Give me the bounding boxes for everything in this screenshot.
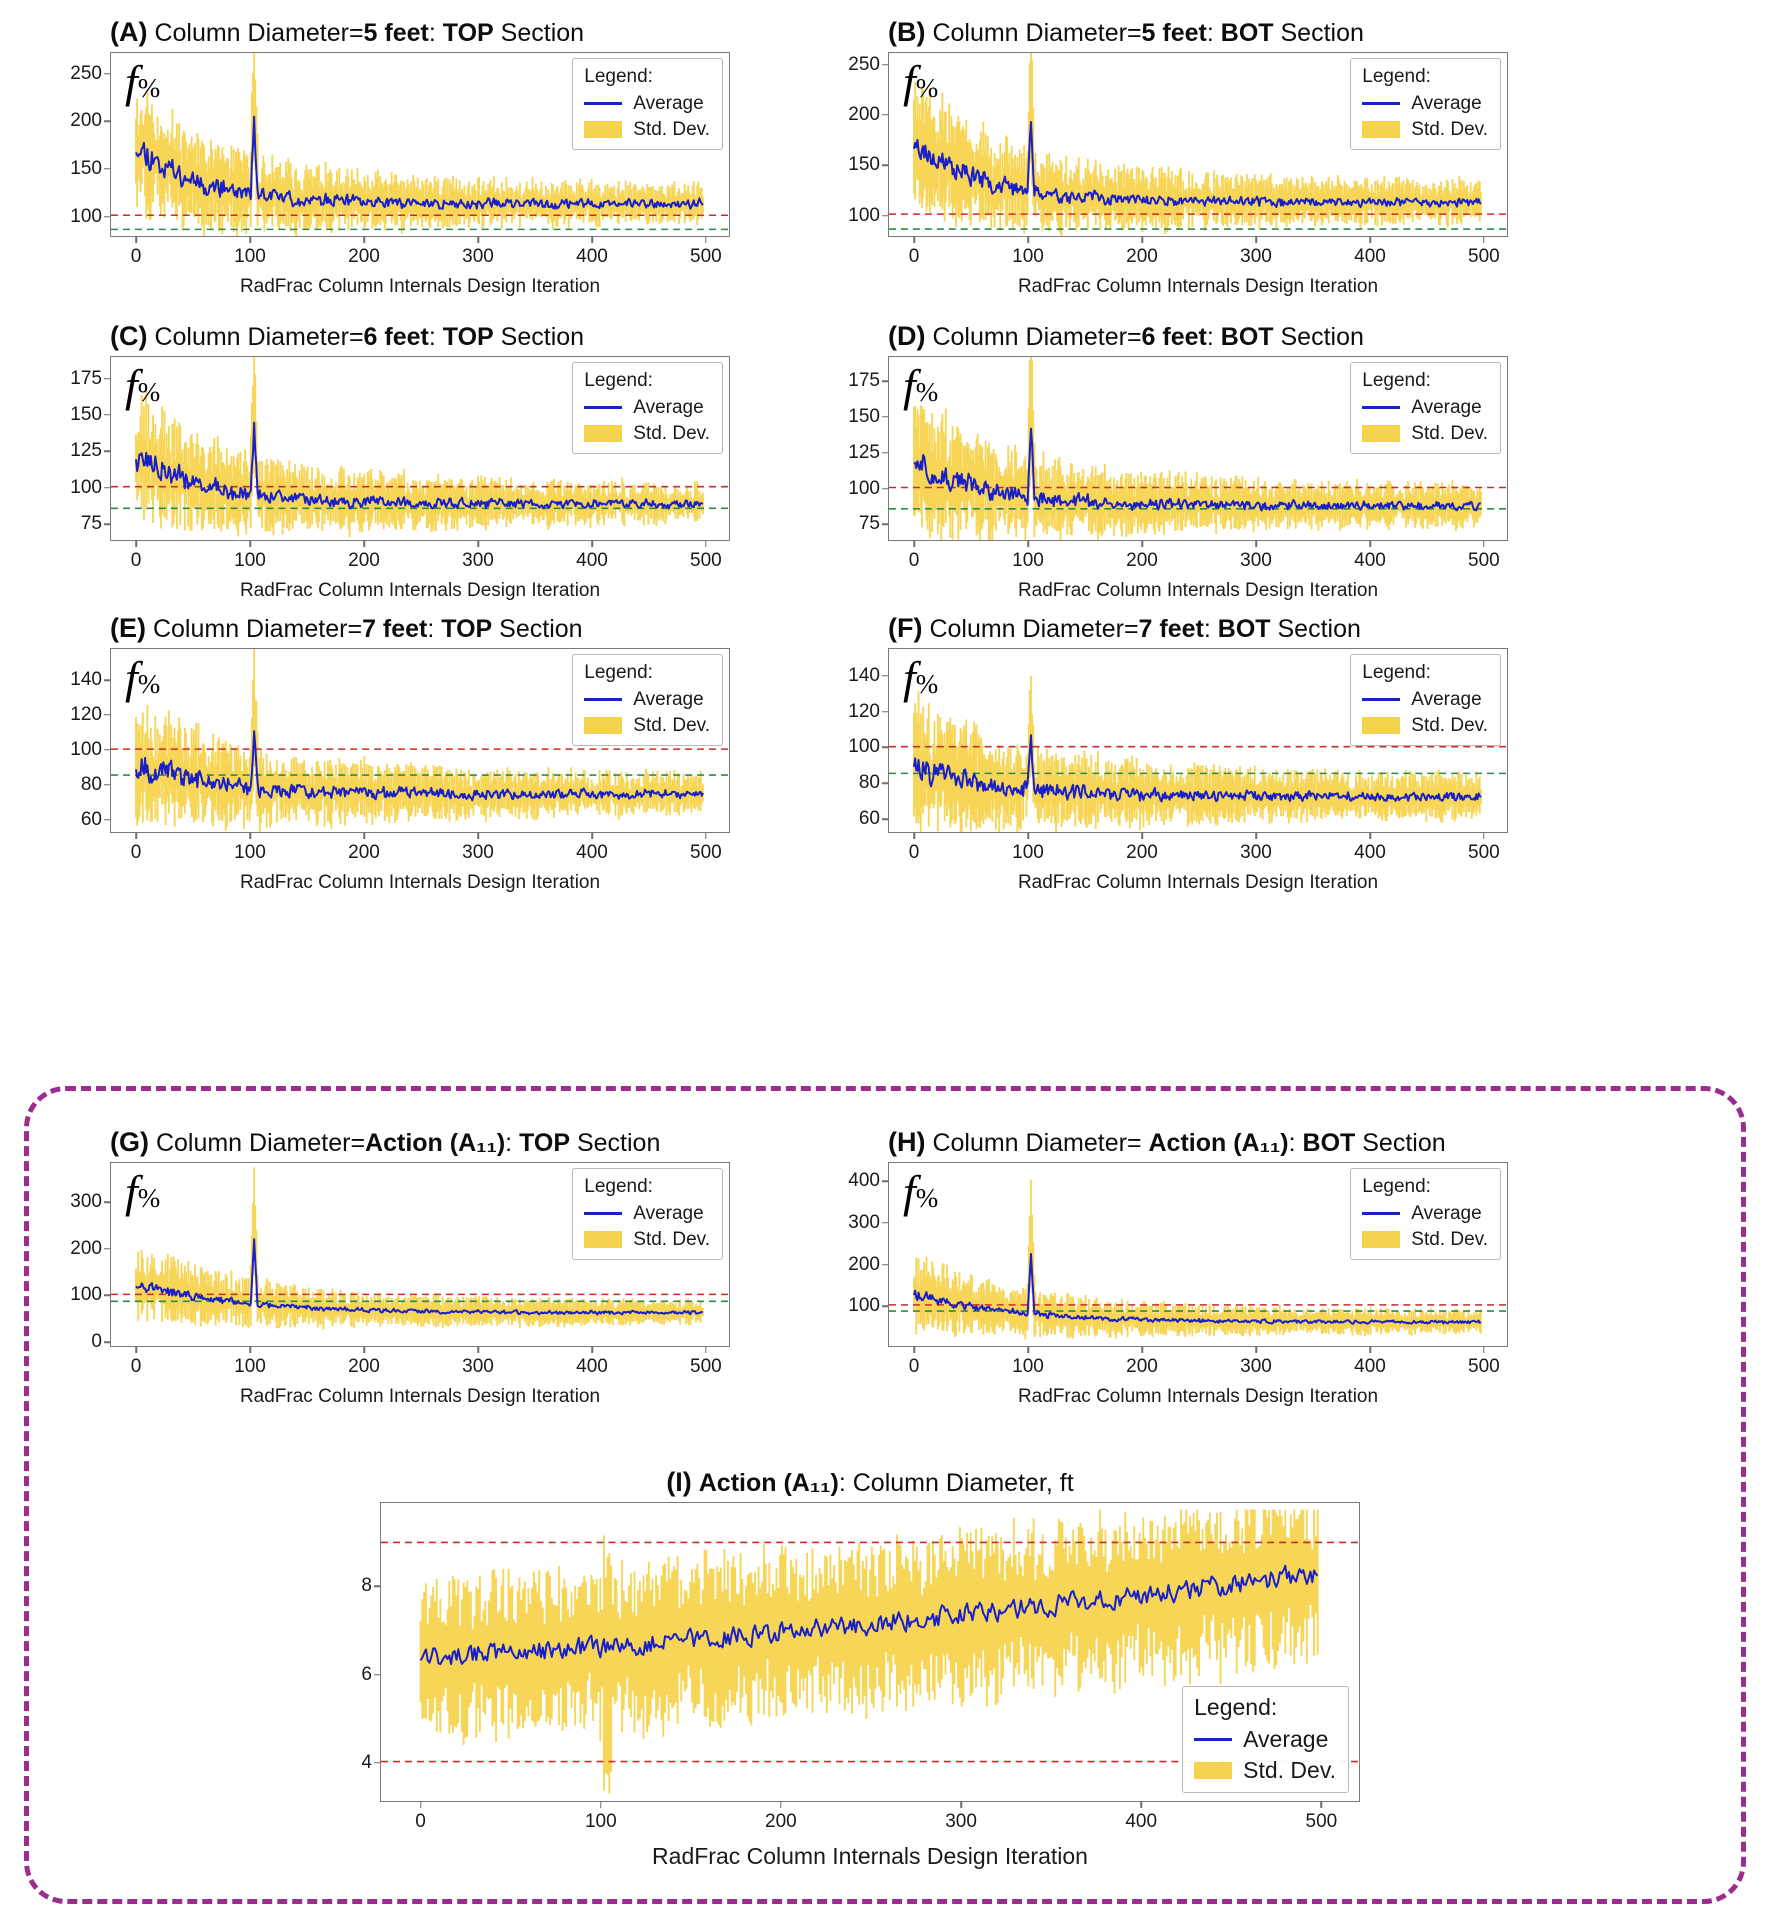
legend bbox=[572, 362, 723, 454]
legend-stddev-patch-icon bbox=[1194, 1762, 1232, 1779]
panel-title-emphasis-1: 7 feet bbox=[1138, 615, 1204, 643]
y-tick-label: 250 bbox=[848, 53, 880, 75]
f-percent-annotation: f% bbox=[903, 55, 939, 107]
legend-row-stddev bbox=[1362, 715, 1488, 737]
f-percent-annotation: f% bbox=[125, 651, 161, 703]
panel-tag: (G) bbox=[110, 1127, 149, 1157]
f-percent-annotation: f% bbox=[903, 651, 939, 703]
panel-H bbox=[848, 1127, 1528, 1407]
legend-stddev-label: Std. Dev. bbox=[633, 118, 710, 140]
x-tick-label: 400 bbox=[576, 245, 608, 267]
y-tick-label: 100 bbox=[70, 205, 102, 227]
legend-average-label: Average bbox=[1411, 1202, 1482, 1224]
panel-title-sep: : bbox=[427, 615, 442, 643]
panel-title-text: Column Diameter= bbox=[932, 19, 1142, 47]
y-tick-label: 140 bbox=[848, 664, 880, 686]
legend-stddev-label: Std. Dev. bbox=[633, 422, 710, 444]
panel-title-emphasis-1: Action (A₁₁) bbox=[698, 1469, 839, 1497]
f-percent-annotation: f% bbox=[125, 1165, 161, 1217]
legend-row-average bbox=[1362, 93, 1488, 115]
legend-row-average bbox=[584, 93, 710, 115]
y-tick-label: 100 bbox=[70, 1284, 102, 1306]
legend bbox=[1350, 1168, 1501, 1260]
panel-title-emphasis-2: TOP bbox=[442, 323, 494, 351]
x-tick-label: 400 bbox=[576, 549, 608, 571]
panel-tag: (F) bbox=[888, 613, 923, 643]
legend-stddev-patch-icon bbox=[1362, 425, 1400, 442]
x-tick-label: 200 bbox=[765, 1810, 797, 1832]
x-tick-label: 200 bbox=[1126, 841, 1158, 863]
x-tick-label: 200 bbox=[1126, 1355, 1158, 1377]
legend bbox=[572, 1168, 723, 1260]
panel-title-suffix: Section bbox=[1270, 615, 1361, 643]
legend-stddev-label: Std. Dev. bbox=[1411, 714, 1488, 736]
x-tick-label: 200 bbox=[348, 245, 380, 267]
x-tick-label: 500 bbox=[1305, 1810, 1338, 1832]
x-tick-label: 0 bbox=[415, 1810, 426, 1832]
legend-title: Legend: bbox=[584, 661, 653, 683]
x-tick-label: 100 bbox=[1012, 245, 1044, 267]
x-tick-label: 500 bbox=[690, 549, 722, 571]
x-tick-label: 300 bbox=[462, 549, 494, 571]
legend-average-label: Average bbox=[1243, 1725, 1329, 1752]
legend-average-label: Average bbox=[633, 396, 704, 418]
legend-row-average bbox=[584, 1203, 710, 1225]
panel-title-emphasis-1: 6 feet bbox=[363, 323, 429, 351]
panel-title-suffix: Section bbox=[493, 323, 585, 351]
legend-title: Legend: bbox=[1362, 369, 1431, 391]
panel-title-suffix: Section bbox=[1355, 1129, 1446, 1157]
x-tick-label: 200 bbox=[348, 549, 380, 571]
panel-tag: (C) bbox=[110, 321, 148, 351]
panel-title bbox=[888, 614, 1528, 644]
panel-title-text: Column Diameter= bbox=[932, 323, 1142, 351]
legend-average-line-icon bbox=[584, 1212, 622, 1215]
legend-title: Legend: bbox=[1362, 661, 1431, 683]
panel-title-emphasis-1: 6 feet bbox=[1141, 323, 1207, 351]
x-tick-label: 0 bbox=[908, 841, 920, 863]
x-tick-label: 0 bbox=[130, 1355, 142, 1377]
x-tick-label: 100 bbox=[234, 1355, 266, 1377]
legend-row-stddev bbox=[584, 715, 710, 737]
x-tick-label: 300 bbox=[462, 245, 494, 267]
panel-D bbox=[848, 321, 1528, 601]
x-tick-label: 500 bbox=[690, 1355, 722, 1377]
panel-title-suffix: Section bbox=[492, 615, 583, 643]
legend-row-average bbox=[584, 689, 710, 711]
panel-title-emphasis-2: BOT bbox=[1302, 1129, 1356, 1157]
legend-stddev-patch-icon bbox=[584, 717, 622, 734]
legend-row-average bbox=[584, 397, 710, 419]
panel-I bbox=[361, 1467, 1380, 1869]
panel-title bbox=[888, 18, 1528, 48]
panel-title-emphasis-1: 5 feet bbox=[1141, 19, 1207, 47]
y-tick-label: 175 bbox=[848, 370, 880, 392]
x-tick-label: 0 bbox=[130, 549, 142, 571]
plot-area[interactable] bbox=[70, 356, 730, 601]
panel-title-sep: : bbox=[1288, 1129, 1303, 1157]
legend-average-line-icon bbox=[584, 406, 622, 409]
y-tick-label: 60 bbox=[858, 808, 880, 830]
panel-B bbox=[848, 17, 1528, 297]
y-tick-label: 4 bbox=[361, 1751, 372, 1773]
panel-tag: (A) bbox=[110, 17, 148, 47]
legend-stddev-label: Std. Dev. bbox=[1411, 1228, 1488, 1250]
y-tick-label: 300 bbox=[848, 1211, 880, 1233]
y-tick-label: 6 bbox=[361, 1663, 372, 1685]
legend-stddev-patch-icon bbox=[584, 121, 622, 138]
panel-C bbox=[70, 321, 750, 601]
x-tick-label: 0 bbox=[908, 1355, 920, 1377]
x-tick-label: 500 bbox=[690, 245, 722, 267]
panel-G bbox=[70, 1127, 750, 1407]
y-tick-label: 120 bbox=[848, 700, 880, 722]
y-tick-label: 75 bbox=[858, 513, 880, 535]
y-tick-label: 100 bbox=[848, 477, 880, 499]
panel-title-suffix: Section bbox=[493, 19, 585, 47]
legend-average-line-icon bbox=[584, 698, 622, 701]
legend-title: Legend: bbox=[1362, 65, 1431, 87]
panel-title bbox=[110, 1128, 750, 1158]
panel-title-emphasis-2: TOP bbox=[441, 615, 493, 643]
legend-average-line-icon bbox=[1362, 698, 1400, 701]
plot-area[interactable] bbox=[848, 52, 1508, 297]
legend bbox=[1350, 58, 1501, 150]
y-tick-label: 80 bbox=[858, 772, 880, 794]
x-tick-label: 300 bbox=[1240, 1355, 1272, 1377]
panel-tag: (H) bbox=[888, 1127, 926, 1157]
panel-E bbox=[70, 613, 750, 893]
plot-area[interactable] bbox=[361, 1502, 1360, 1869]
x-tick-label: 400 bbox=[1354, 245, 1386, 267]
x-axis-title: RadFrac Column Internals Design Iteration bbox=[1017, 275, 1379, 297]
x-tick-label: 0 bbox=[908, 245, 920, 267]
legend-average-line-icon bbox=[584, 102, 622, 105]
x-tick-label: 100 bbox=[234, 549, 266, 571]
legend-row-stddev bbox=[1362, 423, 1488, 445]
y-tick-label: 60 bbox=[80, 808, 102, 830]
legend-row-average bbox=[1362, 1203, 1488, 1225]
y-tick-label: 100 bbox=[848, 736, 880, 758]
x-tick-label: 300 bbox=[462, 841, 494, 863]
panel-title-sep: : bbox=[505, 1129, 520, 1157]
legend-row-stddev bbox=[584, 1229, 710, 1251]
legend bbox=[1350, 654, 1501, 746]
plot-area[interactable] bbox=[848, 356, 1508, 601]
x-tick-label: 400 bbox=[1354, 841, 1386, 863]
y-tick-label: 120 bbox=[70, 703, 102, 725]
x-tick-label: 100 bbox=[234, 245, 266, 267]
x-tick-label: 0 bbox=[908, 549, 920, 571]
legend-stddev-patch-icon bbox=[1362, 121, 1400, 138]
f-percent-annotation: f% bbox=[125, 55, 161, 107]
y-tick-label: 200 bbox=[848, 1253, 880, 1275]
legend-title: Legend: bbox=[584, 1175, 653, 1197]
panel-title-text: Column Diameter= bbox=[152, 615, 363, 643]
legend-row-stddev bbox=[584, 119, 710, 141]
legend-stddev-patch-icon bbox=[584, 425, 622, 442]
panel-title-suffix: Section bbox=[570, 1129, 661, 1157]
x-tick-label: 300 bbox=[1240, 549, 1272, 571]
panel-title-sep: : bbox=[428, 19, 443, 47]
legend-average-label: Average bbox=[633, 92, 704, 114]
panel-title-sep: : bbox=[1203, 615, 1218, 643]
x-axis-title: RadFrac Column Internals Design Iteration bbox=[239, 1385, 601, 1407]
panel-title bbox=[380, 1468, 1360, 1498]
x-tick-label: 400 bbox=[576, 841, 608, 863]
x-axis-title: RadFrac Column Internals Design Iteration bbox=[239, 871, 601, 893]
legend-row-stddev bbox=[1362, 119, 1488, 141]
y-tick-label: 0 bbox=[91, 1331, 102, 1353]
x-tick-label: 300 bbox=[462, 1355, 494, 1377]
panel-tag: (D) bbox=[888, 321, 926, 351]
panel-title-suffix: Section bbox=[1273, 19, 1364, 47]
x-tick-label: 500 bbox=[1468, 245, 1500, 267]
y-tick-label: 150 bbox=[70, 403, 102, 425]
y-tick-label: 80 bbox=[80, 773, 102, 795]
panel-title bbox=[888, 1128, 1528, 1158]
legend-stddev-label: Std. Dev. bbox=[633, 1228, 710, 1250]
legend-row-stddev bbox=[1194, 1757, 1336, 1784]
y-tick-label: 200 bbox=[848, 103, 880, 125]
panel-title-text: Column Diameter= bbox=[929, 615, 1139, 643]
f-percent-annotation: f% bbox=[903, 1165, 939, 1217]
f-percent-annotation: f% bbox=[903, 359, 939, 411]
y-tick-label: 150 bbox=[70, 157, 102, 179]
legend-title: Legend: bbox=[584, 65, 653, 87]
panel-title bbox=[110, 614, 750, 644]
x-tick-label: 300 bbox=[945, 1810, 977, 1832]
legend-average-label: Average bbox=[1411, 396, 1482, 418]
x-tick-label: 500 bbox=[1468, 1355, 1500, 1377]
panel-title-emphasis-1: 5 feet bbox=[363, 19, 429, 47]
legend-average-line-icon bbox=[1362, 406, 1400, 409]
legend-stddev-label: Std. Dev. bbox=[1411, 422, 1488, 444]
panel-title-sep: : bbox=[1206, 323, 1221, 351]
x-tick-label: 300 bbox=[1240, 841, 1272, 863]
x-tick-label: 500 bbox=[1468, 841, 1500, 863]
y-tick-label: 8 bbox=[361, 1575, 372, 1597]
x-tick-label: 100 bbox=[1012, 1355, 1044, 1377]
panel-tag: (I) bbox=[666, 1467, 692, 1497]
legend-average-line-icon bbox=[1362, 102, 1400, 105]
panel-title-sep: : bbox=[428, 323, 443, 351]
panel-title-emphasis-2: BOT bbox=[1217, 615, 1271, 643]
x-axis-title: RadFrac Column Internals Design Iteration bbox=[1017, 1385, 1379, 1407]
panel-A bbox=[70, 17, 750, 297]
panel-tag: (E) bbox=[110, 613, 146, 643]
f-percent-annotation: f% bbox=[125, 359, 161, 411]
x-axis-title: RadFrac Column Internals Design Iteration bbox=[239, 275, 601, 297]
panel-title-suffix: Section bbox=[1273, 323, 1364, 351]
panel-title-suffix: : Column Diameter, ft bbox=[838, 1469, 1074, 1497]
legend-title: Legend: bbox=[1362, 1175, 1431, 1197]
panel-title-sep: : bbox=[1206, 19, 1221, 47]
x-tick-label: 100 bbox=[234, 841, 266, 863]
x-tick-label: 100 bbox=[1012, 841, 1044, 863]
y-tick-label: 150 bbox=[848, 154, 880, 176]
legend-stddev-label: Std. Dev. bbox=[633, 714, 710, 736]
plot-area[interactable] bbox=[70, 648, 730, 893]
legend-average-label: Average bbox=[1411, 92, 1482, 114]
legend-stddev-patch-icon bbox=[1362, 1231, 1400, 1248]
y-tick-label: 150 bbox=[848, 405, 880, 427]
y-tick-label: 100 bbox=[70, 476, 102, 498]
legend-average-line-icon bbox=[1194, 1738, 1232, 1741]
y-tick-label: 100 bbox=[848, 204, 880, 226]
panel-title-emphasis-2: BOT bbox=[1220, 19, 1274, 47]
legend-stddev-patch-icon bbox=[584, 1231, 622, 1248]
x-tick-label: 400 bbox=[576, 1355, 608, 1377]
y-tick-label: 100 bbox=[848, 1295, 880, 1317]
legend-row-stddev bbox=[1362, 1229, 1488, 1251]
legend-row-average bbox=[1362, 397, 1488, 419]
y-tick-label: 400 bbox=[848, 1170, 880, 1192]
legend bbox=[1350, 362, 1501, 454]
legend-row-stddev bbox=[584, 423, 710, 445]
legend-average-label: Average bbox=[633, 688, 704, 710]
legend-row-average bbox=[1194, 1726, 1336, 1753]
y-tick-label: 175 bbox=[70, 367, 102, 389]
x-tick-label: 300 bbox=[1240, 245, 1272, 267]
legend-stddev-patch-icon bbox=[1362, 717, 1400, 734]
legend bbox=[572, 58, 723, 150]
x-tick-label: 0 bbox=[130, 841, 142, 863]
panel-title-emphasis-2: BOT bbox=[1220, 323, 1274, 351]
x-axis-title: RadFrac Column Internals Design Iteration bbox=[239, 579, 601, 601]
legend-stddev-label: Std. Dev. bbox=[1243, 1756, 1336, 1783]
x-tick-label: 500 bbox=[1468, 549, 1500, 571]
panel-F bbox=[848, 613, 1528, 893]
legend-title: Legend: bbox=[1194, 1693, 1278, 1720]
y-tick-label: 100 bbox=[70, 738, 102, 760]
y-tick-label: 75 bbox=[80, 513, 102, 535]
y-tick-label: 300 bbox=[70, 1191, 102, 1213]
plot-area[interactable] bbox=[848, 648, 1508, 893]
panel-title-emphasis-2: TOP bbox=[442, 19, 494, 47]
x-tick-label: 200 bbox=[348, 1355, 380, 1377]
panel-title-text: Column Diameter= bbox=[155, 1129, 366, 1157]
legend bbox=[572, 654, 723, 746]
x-tick-label: 200 bbox=[1126, 245, 1158, 267]
legend-average-label: Average bbox=[633, 1202, 704, 1224]
x-tick-label: 100 bbox=[584, 1810, 617, 1832]
y-tick-label: 200 bbox=[70, 1237, 102, 1259]
plot-area[interactable] bbox=[70, 1162, 730, 1407]
x-tick-label: 0 bbox=[130, 245, 142, 267]
panel-title bbox=[110, 322, 750, 352]
plot-area[interactable] bbox=[848, 1162, 1508, 1407]
plot-area[interactable] bbox=[70, 52, 730, 297]
y-tick-label: 125 bbox=[848, 441, 880, 463]
panel-title-emphasis-2: TOP bbox=[519, 1129, 571, 1157]
x-tick-label: 400 bbox=[1125, 1810, 1158, 1832]
panel-title-emphasis-1: Action (A₁₁) bbox=[365, 1129, 506, 1157]
x-tick-label: 400 bbox=[1354, 549, 1386, 571]
y-tick-label: 140 bbox=[70, 669, 102, 691]
panel-title-emphasis-1: 7 feet bbox=[362, 615, 428, 643]
legend bbox=[1182, 1686, 1349, 1793]
legend-average-line-icon bbox=[1362, 1212, 1400, 1215]
x-tick-label: 500 bbox=[690, 841, 722, 863]
panel-title bbox=[110, 18, 750, 48]
x-tick-label: 400 bbox=[1354, 1355, 1386, 1377]
panel-title-emphasis-1: Action (A₁₁) bbox=[1148, 1129, 1289, 1157]
panel-title bbox=[888, 322, 1528, 352]
panel-title-text: Column Diameter= bbox=[154, 323, 364, 351]
y-tick-label: 200 bbox=[70, 110, 102, 132]
legend-row-average bbox=[1362, 689, 1488, 711]
legend-title: Legend: bbox=[584, 369, 653, 391]
x-tick-label: 100 bbox=[1012, 549, 1044, 571]
y-tick-label: 125 bbox=[70, 440, 102, 462]
x-axis-title: RadFrac Column Internals Design Iteration bbox=[652, 1842, 1088, 1869]
panel-tag: (B) bbox=[888, 17, 926, 47]
legend-stddev-label: Std. Dev. bbox=[1411, 118, 1488, 140]
x-axis-title: RadFrac Column Internals Design Iteration bbox=[1017, 871, 1379, 893]
x-axis-title: RadFrac Column Internals Design Iteration bbox=[1017, 579, 1379, 601]
y-tick-label: 250 bbox=[70, 62, 102, 84]
x-tick-label: 200 bbox=[1126, 549, 1158, 571]
legend-average-label: Average bbox=[1411, 688, 1482, 710]
panel-title-text: Column Diameter= bbox=[154, 19, 364, 47]
x-tick-label: 200 bbox=[348, 841, 380, 863]
panel-title-text: Column Diameter= bbox=[932, 1129, 1149, 1157]
